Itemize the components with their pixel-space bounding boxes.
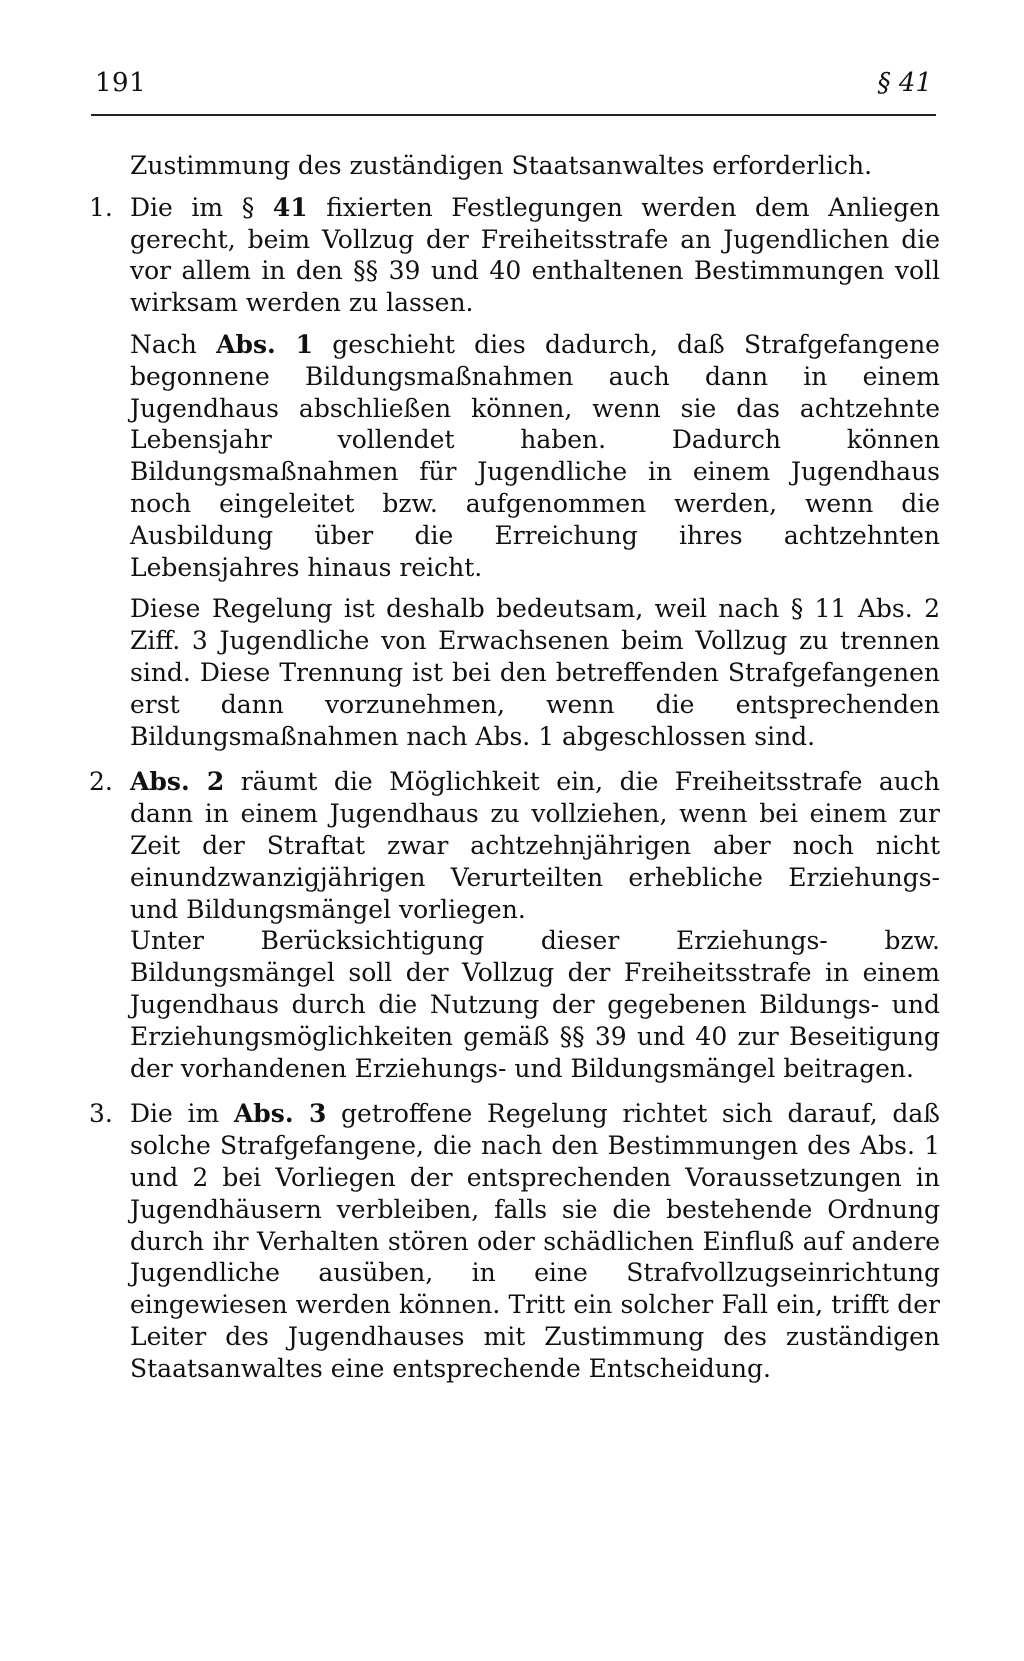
paragraph-regelung	[130, 593, 940, 752]
paragraph-abs1	[130, 329, 940, 583]
paragraph-beruecksichtigung	[130, 925, 940, 1084]
numbered-paragraph-3	[89, 1098, 940, 1384]
paragraph-bold-ref: 41	[272, 192, 308, 222]
paragraph-text-after: getroffene Regelung richtet sich darauf, daß solche Strafgefangene, die nach den Bestimmungen des Abs. 1 und 2 bei Vorliegen der entsprechenden Voraussetzungen in Jugendhäusern verbleiben, falls sie die bestehende Ordnung durch ihr Verhalten stören oder schädlichen Einfluß auf andere Jugendliche ausüben, in eine Strafvollzugseinrichtung eingewiesen werden können. Tritt ein solcher Fall ein, trifft der Leiter des Jugendhauses mit Zustimmung des zuständigen Staatsanwaltes eine entsprechende Entscheidung.	[130, 1099, 940, 1383]
numbered-paragraph-1	[89, 192, 940, 319]
commentary-body	[89, 150, 940, 1394]
paragraph-text-before: Die im §	[130, 192, 273, 222]
paragraph-bold-ref: Abs. 2	[130, 767, 225, 797]
numbered-paragraph-2	[89, 766, 940, 925]
paragraph-text-after: fixierten Festlegungen werden dem Anliegen gerecht, beim Vollzug der Freiheitsstrafe an Jugendlichen die vor allem in den §§ 39 und 40 enthaltenen Bestimmungen voll wirksam werden zu lassen.	[130, 192, 940, 318]
paragraph-number: 3.	[89, 1099, 113, 1129]
paragraph-text: Zustimmung des zuständigen Staatsanwaltes erforderlich.	[130, 151, 873, 180]
page-header	[91, 62, 936, 116]
page-number: 191	[95, 68, 147, 98]
paragraph-text: Diese Regelung ist deshalb bedeutsam, weil nach § 11 Abs. 2 Ziff. 3 Jugendliche von Erwachsenen beim Vollzug zu trennen sind. Diese Trennung ist bei den betreffenden Strafgefangenen erst dann vorzunehmen, wenn die entsprechenden Bildungsmaßnahmen nach Abs. 1 abgeschlossen sind.	[130, 594, 940, 751]
paragraph-text: Unter Berücksichtigung dieser Erziehungs- bzw. Bildungsmängel soll der Vollzug der Freiheitsstrafe in einem Jugendhaus durch die Nutzung der gegebenen Bildungs- und Erziehungsmöglichkeiten gemäß §§ 39 und 40 zur Beseitigung der vorhandenen Erziehungs- und Bildungsmängel beitragen.	[130, 926, 940, 1083]
paragraph-bold-ref: Abs. 3	[233, 1099, 327, 1129]
paragraph-number: 2.	[89, 767, 113, 797]
paragraph-continuation	[130, 150, 940, 182]
paragraph-bold-ref: Abs. 1	[216, 329, 314, 359]
paragraph-number: 1.	[89, 192, 113, 222]
paragraph-text-before: Die im	[130, 1099, 234, 1129]
section-reference: § 41	[877, 68, 932, 98]
paragraph-text-before: Nach	[130, 329, 217, 359]
paragraph-text-after: räumt die Möglichkeit ein, die Freiheitsstrafe auch dann in einem Jugendhaus zu vollziehen, wenn bei einem zur Zeit der Straftat zwar achtzehnjährigen aber noch nicht einundzwanzigjährigen Verurteilten erhebliche Erziehungs- und Bildungsmängel vorliegen.	[130, 767, 940, 924]
paragraph-text-after: geschieht dies dadurch, daß Strafgefangene begonnene Bildungsmaßnahmen auch dann in einem Jugendhaus abschließen können, wenn sie das achtzehnte Lebensjahr vollendet haben. Dadurch können Bildungsmaßnahmen für Jugendliche in einem Jugendhaus noch eingeleitet bzw. aufgenommen werden, wenn die Ausbildung über die Erreichung ihres achtzehnten Lebensjahres hinaus reicht.	[130, 329, 940, 582]
